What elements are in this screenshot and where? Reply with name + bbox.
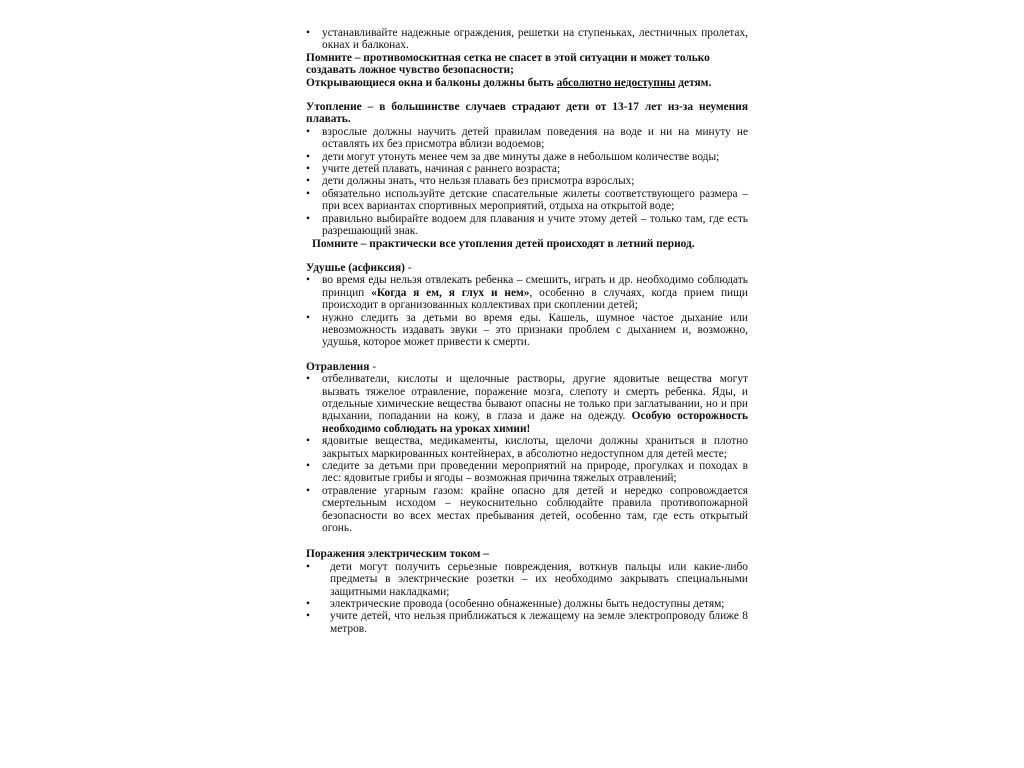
window-note-1: Помните – противомоскитная сетка не спасет в этой ситуации и может только создавать ложное чувство безопасности;	[306, 51, 710, 77]
list-item: • электрические провода (особенно обнаженные) должны быть недоступны детям;	[306, 598, 725, 611]
list-item: • ядовитые вещества, медикаменты, кислоты, щелочи должны храниться в плотно закрытых маркированных контейнерах, в абсолютно недоступном для детей месте;	[306, 435, 748, 460]
list-item: • во время еды нельзя отвлекать ребенка – смешить, играть и др. необходимо соблюдать принцип «Когда я ем, я глух и нем», особенно в случаях, когда прием пищи происходит в организованных коллективах при скоплении детей;	[306, 274, 749, 312]
list-item: • нужно следить за детьми во время еды. Кашель, шумное частое дыхание или невозможность издавать звуки – это признаки проблем с дыханием и, возможно, удушья, которое может привести к смерти.	[306, 311, 748, 349]
list-item: • отравление угарным газом: крайне опасно для детей и нередко сопровождается смертельным исходом – неукоснительно соблюдайте правила противопожарной безопасности во всех местах пребывания детей, особенно там, где есть открытый огонь.	[306, 484, 748, 535]
poisoning-title: Отравления -	[306, 360, 377, 373]
list-item: • обязательно используйте детские спасательные жилеты соответствующего размера – при всех вариантах спортивных мероприятий, отдыха на открытой воде;	[306, 187, 748, 213]
list-item: • дети могут утонуть менее чем за две минуты даже в небольшом количестве воды;	[306, 150, 720, 163]
underlined-phrase: абсолютно недоступны	[556, 76, 676, 89]
window-note-2: Открывающиеся окна и балконы должны быть абсолютно недоступны детям.	[306, 76, 712, 89]
electric-title: Поражения электрическим током –	[306, 548, 489, 561]
intro-bullet-text: устанавливайте надежные ограждения, решетки на ступеньках, лестничных пролетах, окнах и балконах.	[322, 27, 748, 52]
document-page	[306, 27, 748, 635]
bullet: •	[306, 27, 310, 39]
list-item: • учите детей плавать, начиная с раннего возраста;	[306, 163, 561, 176]
list-item: • дети могут получить серьезные повреждения, воткнув пальцы или какие-либо предметы в электрические розетки – их необходимо закрывать специальными защитными накладками;	[306, 560, 748, 598]
list-item: • следите за детьми при проведении мероприятий на природе, прогулках и походах в лес: ядовитые грибы и ягоды – возможная причина тяжелых отравлений;	[306, 460, 748, 485]
list-item: • учите детей, что нельзя приближаться к лежащему на земле электропроводу ближе 8 метров.	[306, 610, 748, 635]
drowning-note: Помните – практически все утопления детей происходят в летний период.	[312, 237, 695, 250]
choking-title: Удушье (асфиксия) -	[306, 261, 412, 274]
list-item: • дети должны знать, что нельзя плавать без присмотра взрослых;	[306, 175, 635, 188]
list-item: • взрослые должны научить детей правилам поведения на воде и ни на минуту не оставлять их без присмотра вблизи водоемов;	[306, 125, 748, 151]
drowning-title: Утопление – в большинстве случаев страдают дети от 13-17 лет из-за неумения плавать.	[306, 101, 748, 126]
list-item: • правильно выбирайте водоем для плавания и учите этому детей – только там, где есть разрешающий знак.	[306, 212, 748, 238]
list-item	[306, 27, 748, 52]
list-item: • отбеливатели, кислоты и щелочные растворы, другие ядовитые вещества могут вызвать тяжелое отравление, поражение мозга, слепоту и смерть ребенка. Яды, и отдельные химические вещества бывают опасны не только при заглатывании, но и при вдыхании, попадании на кожу, в глаза и даже на одежду. Особую осторожность необходимо соблюдать на уроках химии!	[306, 373, 748, 435]
